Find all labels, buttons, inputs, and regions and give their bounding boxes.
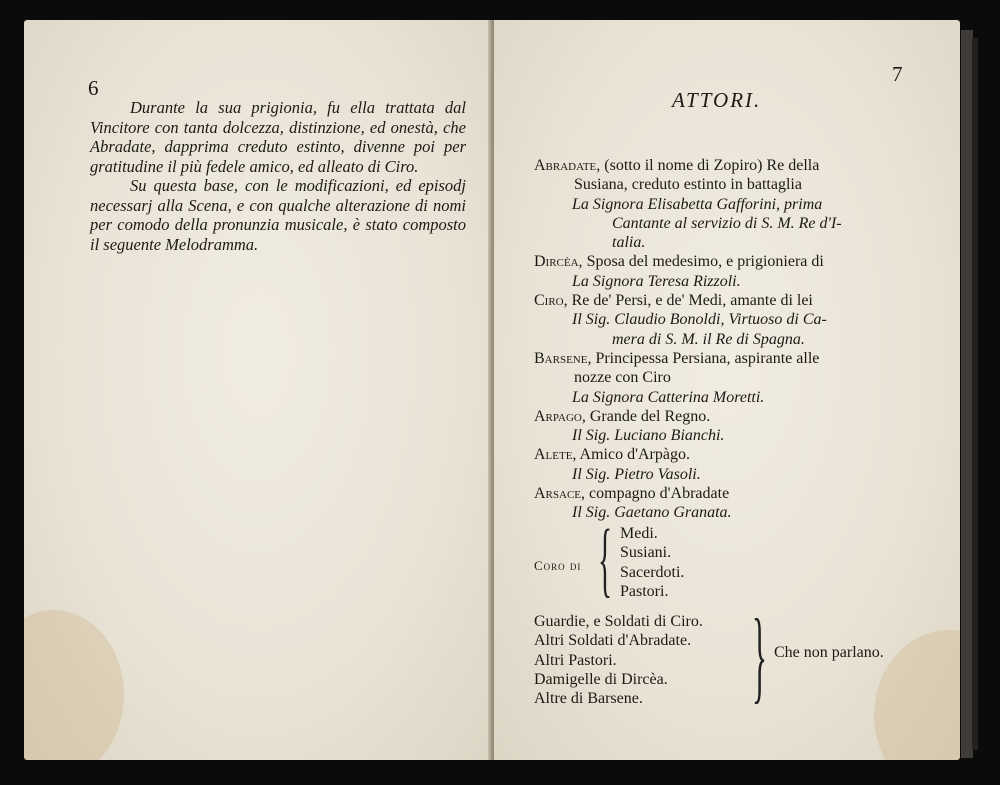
role-name: Dircèa,: [534, 253, 583, 271]
singer-name: Il Sig. Claudio Bonoldi, Virtuoso di Ca-: [572, 311, 827, 329]
cast-entry-barsene: [534, 349, 924, 407]
non-speaking-item: Guardie, e Soldati di Ciro.: [534, 613, 703, 630]
non-speaking-item: Damigelle di Dircèa.: [534, 670, 668, 688]
cast-entry-ciro: [534, 291, 924, 349]
singer-note: mera di S. M. il Re di Spagna.: [612, 330, 805, 348]
preface-text: [90, 98, 466, 254]
cast-entry-alete: [534, 445, 924, 484]
role-name: Abradate,: [534, 157, 601, 174]
chorus-list: [620, 524, 684, 601]
left-brace-icon: {: [598, 513, 613, 606]
open-book: [14, 8, 986, 778]
non-speaking-item: Altre di Barsene.: [534, 690, 643, 708]
role-name: Arsace,: [534, 485, 586, 503]
page-number-left: 6: [88, 76, 99, 100]
foxing-stain: [874, 630, 960, 760]
role-name: Alete,: [534, 446, 577, 464]
foxing-stain: [24, 610, 124, 760]
non-speaking-item: Altri Soldati d'Abradate.: [534, 632, 692, 650]
singer-name: La Signora Teresa Rizzoli.: [572, 272, 741, 290]
right-brace-icon: }: [752, 598, 767, 713]
cast-entry-arsace: [534, 484, 924, 523]
role-description: Amico d'Arpàgo.: [576, 446, 690, 464]
cast-entry-arpago: [534, 407, 924, 446]
cast-heading: ATTORI.: [672, 88, 762, 112]
singer-name: La Signora Catterina Moretti.: [572, 388, 765, 406]
singer-note: talia.: [612, 234, 646, 252]
singer-note: Cantante al servizio di S. M. Re d'I-: [612, 214, 842, 232]
cast-list: [534, 156, 924, 523]
non-speaking-item: Altri Pastori.: [534, 651, 617, 669]
chorus-item: Medi.: [620, 525, 658, 542]
role-description: Re de' Persi, e de' Medi, amante di lei: [567, 292, 813, 310]
chorus-item: Sacerdoti.: [620, 563, 685, 581]
singer-name: Il Sig. Gaetano Granata.: [572, 504, 732, 522]
cast-entry-abradate: [534, 156, 924, 252]
non-speaking-list: [534, 612, 754, 708]
chorus-label: Coro di: [534, 558, 582, 573]
role-description: Sposa del medesimo, e prigioniera di: [582, 253, 824, 271]
singer-name: La Signora Elisabetta Gafforini, prima: [572, 195, 823, 213]
role-name: Barsene,: [534, 349, 592, 367]
singer-name: Il Sig. Pietro Vasoli.: [572, 465, 701, 483]
paragraph-2: Su questa base, con le modificazioni, ed episodj necessarj alla Scena, e con qualche alterazione di nomi per comodo della pronunzia musicale, è stato composto il seguente Melodramma.: [90, 176, 466, 254]
chorus-item: Susiani.: [620, 544, 672, 562]
role-description-cont: Susiana, creduto estinto in battaglia: [574, 176, 802, 194]
paragraph-1: Durante la sua prigionia, fu ella trattata dal Vincitore con tanta dolcezza, distinzione, ed onestà, che Abradate, dapprima creduto estinto, divenne poi per gratitudine il più fedele amico, ed alleato di Ciro.: [90, 98, 466, 176]
page-edges-dark: [972, 38, 978, 750]
page-number-right: 7: [892, 62, 903, 86]
singer-name: Il Sig. Luciano Bianchi.: [572, 427, 725, 445]
chorus-item: Pastori.: [620, 582, 669, 600]
role-description: Principessa Persiana, aspirante alle: [591, 349, 820, 367]
role-name: Ciro,: [534, 292, 568, 310]
left-page: [24, 20, 492, 760]
cast-entry-dircea: [534, 252, 924, 291]
role-description: (sotto il nome di Zopiro) Re della: [600, 157, 820, 174]
right-page: [494, 20, 960, 760]
role-name: Arpago,: [534, 407, 586, 425]
role-description: Grande del Regno.: [585, 407, 711, 425]
role-description-cont: nozze con Ciro: [574, 369, 671, 387]
non-speaking-label: Che non parlano.: [774, 644, 884, 661]
role-description: compagno d'Abradate: [585, 485, 730, 503]
